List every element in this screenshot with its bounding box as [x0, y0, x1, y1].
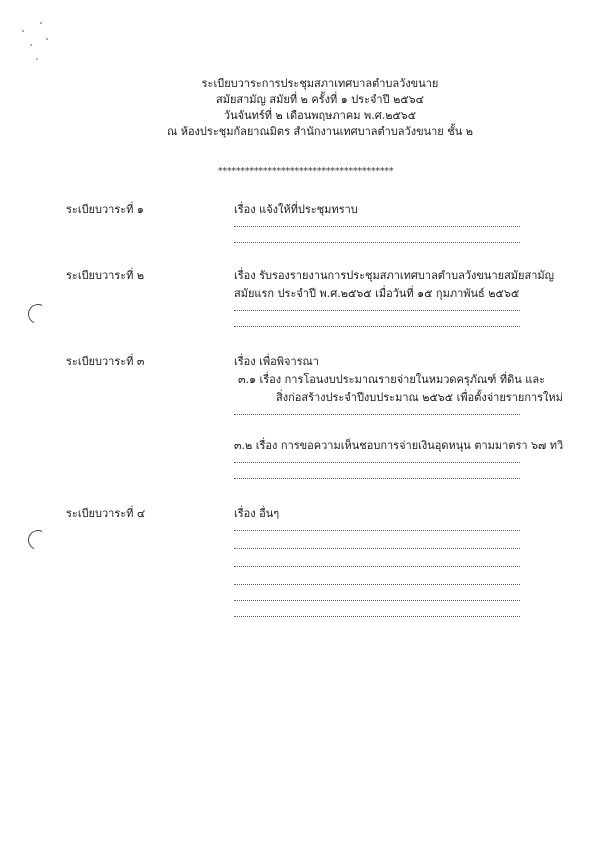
agenda-3-sub-1: ๓.๑ เรื่อง การโอนงบประมาณรายจ่ายในหมวดครุภัณฑ์ ที่ดิน และ: [238, 373, 546, 386]
agenda-topic-2: เรื่อง รับรองรายงานการประชุมสภาเทศบาลตำบลวังขนายสมัยสามัญ: [234, 269, 554, 282]
punch-hole-mark: [25, 301, 51, 327]
dotted-fill-line: [234, 310, 520, 311]
dotted-fill-line: [234, 462, 520, 463]
dotted-fill-line: [234, 530, 520, 531]
dotted-fill-line: [234, 584, 520, 585]
scan-speck: [40, 22, 42, 24]
agenda-label-4: ระเบียบวาระที่ ๔: [66, 507, 146, 520]
agenda-topic-4: เรื่อง อื่นๆ: [234, 507, 280, 520]
header-venue: ณ ห้องประชุมกัลยาณมิตร สำนักงานเทศบาลตำบลวังขนาย ชั้น ๒: [167, 125, 473, 138]
scan-speck: [46, 38, 48, 40]
dotted-fill-line: [234, 478, 520, 479]
dotted-fill-line: [234, 616, 520, 617]
agenda-topic-3: เรื่อง เพื่อพิจารณา: [234, 355, 319, 368]
header-session: สมัยสามัญ สมัยที่ ๒ ครั้งที่ ๑ ประจำปี ๒๕๖๔: [216, 93, 424, 106]
punch-hole-mark: [25, 527, 51, 553]
dotted-fill-line: [234, 566, 520, 567]
agenda-3-sub-2: ๓.๒ เรื่อง การขอความเห็นชอบการจ่ายเงินอุดหนุน ตามมาตรา ๖๗ ทวิ: [234, 439, 564, 452]
scan-speck: [30, 44, 32, 46]
header-title: ระเบียบวาระการประชุมสภาเทศบาลตำบลวังขนาย: [201, 77, 439, 90]
agenda-label-3: ระเบียบวาระที่ ๓: [66, 355, 145, 368]
separator-stars: ***************************************: [218, 167, 394, 177]
dotted-fill-line: [234, 414, 520, 415]
document-header: [120, 76, 520, 140]
header-date: วันจันทร์ที่ ๒ เดือนพฤษภาคม พ.ศ.๒๕๖๕: [223, 109, 417, 122]
dotted-fill-line: [234, 226, 520, 227]
agenda-label-2: ระเบียบวาระที่ ๒: [66, 269, 145, 282]
agenda-label-1: ระเบียบวาระที่ ๑: [66, 203, 144, 216]
scan-speck: [22, 30, 24, 32]
agenda-3-sub-1-cont: สิ่งก่อสร้างประจำปีงบประมาณ ๒๕๖๕ เพื่อตั้งจ่ายรายการใหม่: [276, 391, 563, 404]
agenda-topic-2-cont: สมัยแรก ประจำปี พ.ศ.๒๕๖๕ เมื่อวันที่ ๑๕ กุมภาพันธ์ ๒๕๖๕: [234, 287, 520, 300]
dotted-fill-line: [234, 326, 520, 327]
dotted-fill-line: [234, 600, 520, 601]
dotted-fill-line: [234, 548, 520, 549]
dotted-fill-line: [234, 242, 520, 243]
scan-speck: [36, 58, 38, 60]
agenda-topic-1: เรื่อง แจ้งให้ที่ประชุมทราบ: [234, 203, 358, 216]
